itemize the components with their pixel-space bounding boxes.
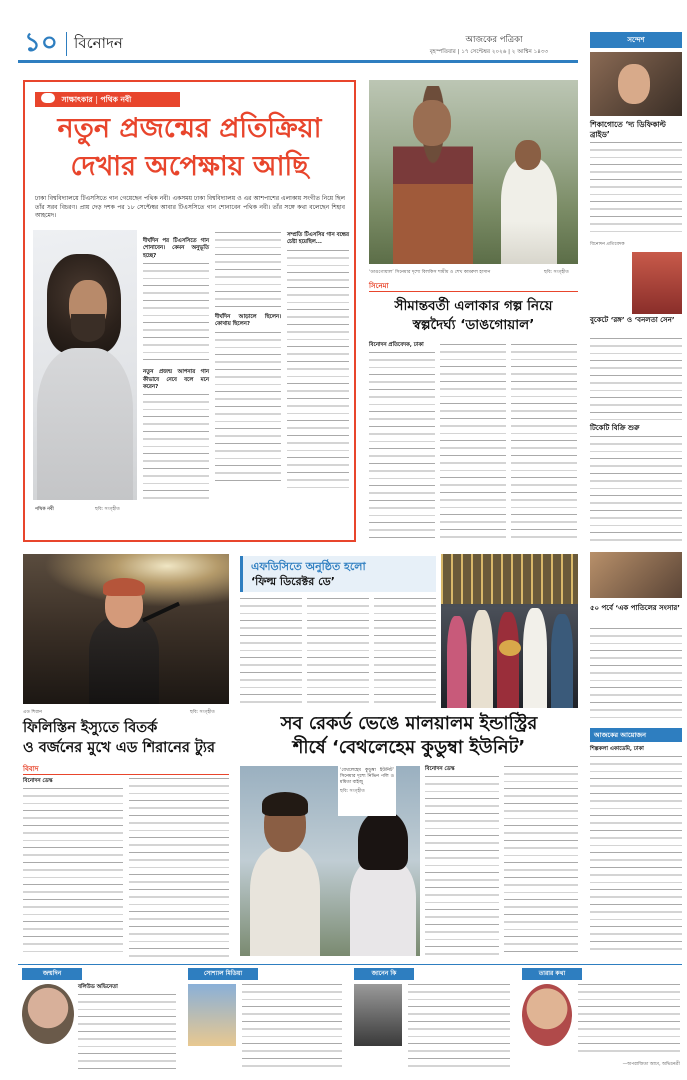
interview-question-2: নতুন প্রজন্ম আপনার গান কীভাবে নেবে বলে মনে করেন? (143, 369, 209, 391)
fipresci-headline-box (240, 556, 436, 592)
footer-top-rule (18, 964, 682, 965)
social-body (242, 984, 342, 1070)
interview-headline-2: দেখার অপেক্ষায় আছি (70, 151, 309, 182)
birthday-photo (22, 984, 74, 1044)
woman-face (413, 100, 451, 146)
interview-question-3: দীর্ঘদিন আড়ালে ছিলেন। কোথায় ছিলেন? (215, 314, 281, 328)
person-4 (523, 608, 547, 708)
sidebar-header: সন্দেশ (590, 32, 682, 48)
interview-question-4: সম্প্রতি টিএসসির গান বন্ধের চেষ্টা হয়েছিল... (287, 232, 349, 246)
dangowal-byline: বিনোদন প্রতিবেদক, ঢাকা (369, 342, 424, 348)
interview-badge: সাক্ষাৎকার | পথিক নবী (35, 92, 180, 107)
header-underline (18, 60, 578, 63)
dangowal-headline-2: স্বল্পদৈর্ঘ্য ‘ডাঙগোয়াল’ (412, 317, 535, 333)
paper-name: আজকের পত্রিকা (465, 35, 523, 45)
ed-sheeran-body-col-1 (23, 788, 123, 958)
dangowal-headline-1: সীমান্তবর্তী এলাকার গল্প নিয়ে (394, 298, 553, 314)
sidebar-story-1-body (590, 142, 682, 238)
section-title: বিনোদন (74, 34, 123, 52)
footer-col-4 (518, 968, 682, 1074)
award-plaque (499, 640, 521, 656)
footer-col-3 (350, 968, 512, 1074)
dangowal-body-col-1 (369, 352, 435, 538)
page-header (18, 22, 578, 62)
bethlehem-headline-2: শীর্ষে ‘বেথলেহেম কুডুম্বা ইউনিট’ (292, 737, 526, 758)
footer-col-3-header: জানেন কি (354, 968, 414, 980)
sidebar-story-4-body (590, 628, 682, 718)
social-photo (188, 984, 236, 1046)
dangowal-body-col-3 (511, 344, 577, 538)
ed-sheeran-photo (23, 554, 229, 704)
sidebar-story-2-body (590, 338, 682, 420)
interview-col-2 (215, 232, 281, 512)
trivia-photo (354, 984, 402, 1046)
interview-col-3 (287, 232, 349, 512)
actress-hair (358, 810, 408, 870)
sidebar-story-3-body (590, 436, 682, 546)
bethlehem-headline-1: সব রেকর্ড ভেঙে মালয়ালম ইন্ডাস্ট্রির (280, 713, 538, 734)
bethlehem-inset-caption: ‘বেথলেহেম কুডুম্বা ইউনিট’ সিনেমার দৃশ্যে নিভিন পলি ও মমিতা বাইজু (340, 768, 394, 785)
singer-body (89, 616, 159, 704)
fipresci-headline-2: ‘ফিল্ম ডিরেক্টর ডে’ (251, 575, 335, 588)
sidebar-story-4-title: ৫০ পর্বে ‘এক পাতিলের সংসার’ (590, 604, 680, 612)
footer-col-4-header: তারার কথা (522, 968, 582, 980)
person-1 (447, 616, 467, 708)
chat-icon (41, 93, 55, 103)
fipresci-photo (441, 554, 578, 708)
sidebar-photo-3 (590, 552, 682, 598)
dangowal-section: সিনেমা (369, 282, 389, 290)
sidebar-story-1-tag: বিনোদন প্রতিবেদক (590, 242, 625, 247)
footer-col-2 (184, 968, 344, 1074)
interview-col-1 (143, 232, 209, 512)
ed-sheeran-headline-2: ও বর্জনের মুখে এড শিরানের ট্যুর (23, 740, 215, 756)
fipresci-body-col-1 (240, 598, 302, 706)
dangowal-photo (369, 80, 578, 264)
dangowal-body-col-2 (440, 344, 506, 538)
ed-sheeran-rule (23, 774, 229, 775)
sidebar-photo-2 (632, 252, 682, 314)
dangowal-credit: ছবি: সংগৃহীত (544, 270, 569, 275)
sidebar-story-2-title: বুকেটে ‘রঙ্গ’ ও ‘বনলতা সেন’ (590, 316, 675, 324)
portrait-beard (71, 314, 105, 342)
interview-headline-1: নতুন প্রজন্মের প্রতিক্রিয়া (57, 113, 322, 144)
footer-col-2-header: সোশ্যাল মিডিয়া (188, 968, 258, 980)
actor-hair (262, 792, 308, 816)
man-figure (501, 158, 557, 264)
header-date: বৃহস্পতিবার | ১৭ সেপ্টেম্বর ২০২৬ | ২ আশ্বিন ১৪৩৩ (429, 49, 549, 55)
man-face (515, 140, 541, 170)
page-number: ১০ (24, 28, 58, 58)
person-3 (497, 612, 519, 708)
sidebar-story-3-title: টিকেটি বিক্রি শুরু (590, 424, 640, 432)
interview-photo-credit: ছবি: সংগৃহীত (95, 507, 120, 512)
dangowal-rule (369, 291, 578, 292)
sidebar-face-1 (618, 64, 650, 104)
actress-body (350, 858, 416, 956)
birthday-body (78, 994, 176, 1070)
ed-sheeran-tag: বিবাদ (23, 765, 39, 773)
interview-box (23, 80, 356, 542)
badge-label: সাক্ষাৎকার (61, 95, 93, 104)
quote-body (578, 984, 680, 1054)
stage-backdrop (441, 554, 578, 604)
events-header: আজকের আয়োজন (590, 728, 682, 742)
quote-photo (522, 984, 572, 1046)
header-divider (66, 32, 67, 56)
badge-name: পথিক নবী (100, 95, 132, 104)
trivia-body (408, 984, 510, 1070)
fipresci-headline-1: এফডিসিতে অনুষ্ঠিত হলো (251, 560, 366, 573)
footer-col-1 (18, 968, 178, 1074)
quote-credit: —অপরাজিতা আঢ্য, অভিনেত্রী (622, 1062, 680, 1067)
events-body (590, 756, 682, 956)
person-5 (551, 614, 573, 708)
bethlehem-inset (338, 766, 396, 816)
ed-sheeran-body-col-2 (129, 778, 229, 958)
singer-hair (103, 578, 145, 596)
ed-sheeran-credit: ছবি: সংগৃহীত (190, 710, 215, 715)
person-2 (471, 610, 493, 708)
portrait-shirt (37, 348, 133, 500)
footer-col-1-header: জন্মদিন (22, 968, 82, 980)
fipresci-body-col-3 (374, 598, 436, 706)
bethlehem-inset-credit: ছবি: সংগৃহীত (340, 789, 365, 794)
ed-sheeran-headline-1: ফিলিস্তিন ইস্যুতে বিতর্ক (23, 720, 158, 736)
dangowal-caption: ‘ডাঙগোয়াল’ সিনেমার দৃশ্যে বিলকিস শামীম ও শেখ কামরুল হাসান (369, 270, 491, 275)
actor-body (250, 846, 320, 956)
bethlehem-body-col-2 (504, 766, 578, 956)
ed-sheeran-caption: এড শিরান (23, 710, 42, 715)
fipresci-body-col-2 (307, 598, 369, 706)
sidebar-story-1-title: শিকাগোতে ‘দ্য ডিফিকাল্ট ব্রাইড’ (590, 120, 666, 139)
bethlehem-byline: বিনোদন ডেস্ক (425, 766, 455, 772)
events-title: শিল্পকলা একাডেমি, ঢাকা (590, 746, 644, 752)
interview-question-1: দীর্ঘদিন পর টিএসসিতে গান শোনাবেন। কেমন অনুভূতি হচ্ছে? (143, 238, 209, 259)
interview-intro: ঢাকা বিশ্ববিদ্যালয়ে টিএসসিতে গান গেয়েছেন পথিক নবী। একসময় ঢাকা বিশ্ববিদ্যালয় ও এর আশপাশের এলাকায় সংগীত নিয়ে ছিল তাঁর সরব বিচরণ। প্রায় দেড় দশক পর ১৮ সেপ্টেম্বর আবার টিএসসিতে গান শোনাবেন পথিক নবী। তাঁর সঙ্গে কথা বলেছেন শিহাব আহমেদ। (35, 195, 345, 220)
bethlehem-body-col-1 (425, 776, 499, 956)
sidebar-photo-1 (590, 52, 682, 116)
ed-sheeran-byline: বিনোদন ডেস্ক (23, 778, 53, 784)
pathik-nabi-photo (33, 230, 137, 500)
birthday-lead: বলিউড অভিনেতা (78, 984, 118, 990)
interview-photo-caption: পথিক নবী (35, 507, 54, 512)
